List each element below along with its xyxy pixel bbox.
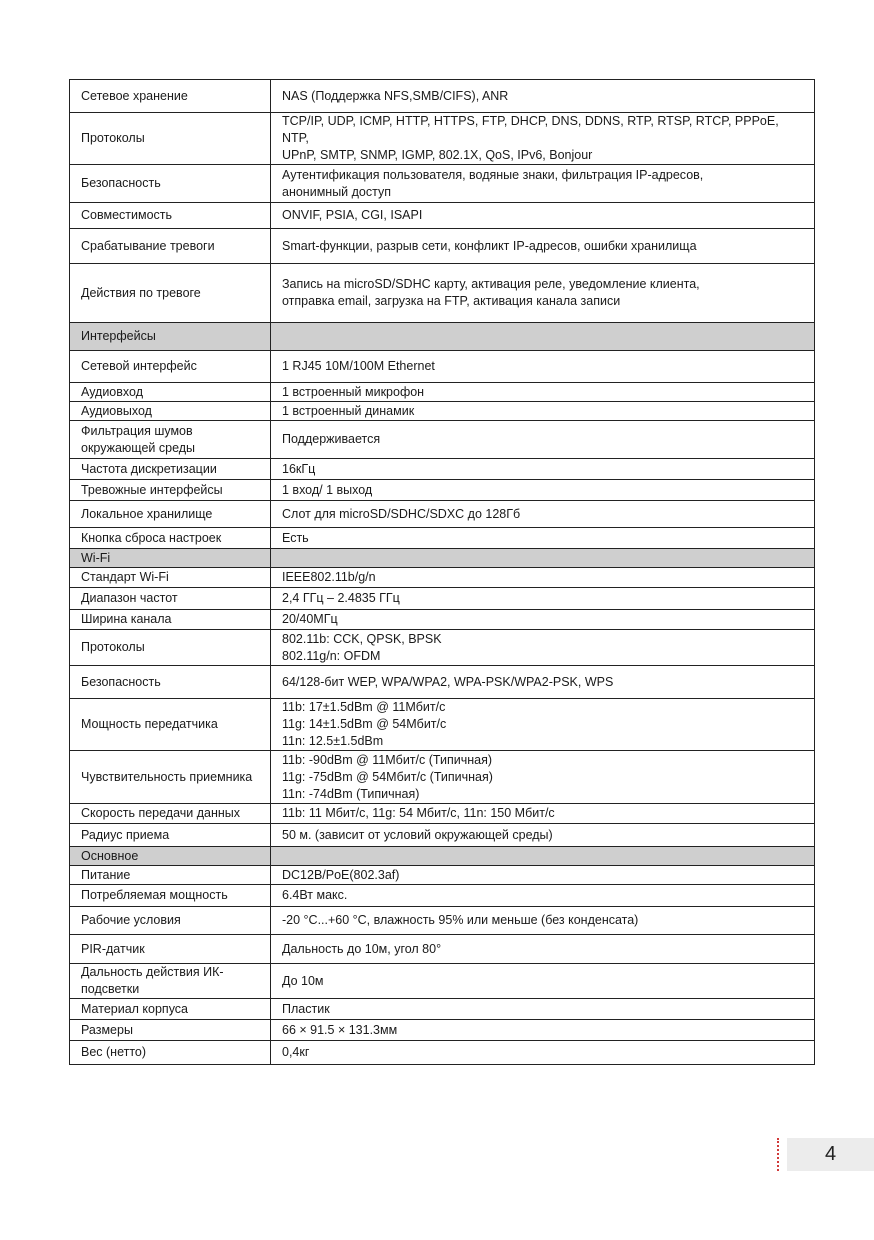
spec-value-line: 66 × 91.5 × 131.3мм xyxy=(282,1022,398,1037)
spec-value-line: анонимный доступ xyxy=(282,184,392,199)
spec-row xyxy=(70,751,815,804)
spec-key: Ширина канала xyxy=(70,610,271,630)
spec-key: Дальность действия ИК-подсветки xyxy=(70,964,271,999)
spec-value-line: 1 встроенный микрофон xyxy=(282,384,425,399)
spec-row xyxy=(70,421,815,459)
spec-value xyxy=(271,203,815,229)
spec-key: Потребляемая мощность xyxy=(70,885,271,907)
spec-value-line: Запись на microSD/SDHC карту, активация реле, уведомление клиента, xyxy=(282,277,700,291)
spec-value-line: отправка email, загрузка на FTP, активация канала записи xyxy=(282,294,621,308)
spec-value-line: Пластик xyxy=(282,1001,330,1016)
spec-key: Действия по тревоге xyxy=(70,264,271,323)
spec-key: Сетевой интерфейс xyxy=(70,351,271,383)
section-title: Основное xyxy=(70,847,271,866)
spec-row xyxy=(70,402,815,421)
section-title: Wi-Fi xyxy=(70,549,271,568)
spec-key: Аудиовыход xyxy=(70,402,271,421)
spec-row xyxy=(70,1041,815,1065)
spec-key: Сетевое хранение xyxy=(70,80,271,113)
spec-key: Протоколы xyxy=(70,630,271,666)
spec-row xyxy=(70,907,815,935)
spec-table xyxy=(69,79,815,1065)
spec-value-line: NAS (Поддержка NFS,SMB/CIFS), ANR xyxy=(282,88,509,103)
spec-value xyxy=(271,935,815,964)
section-header-row xyxy=(70,323,815,351)
spec-value-line: 50 м. (зависит от условий окружающей среды) xyxy=(282,827,553,842)
spec-key: Мощность передатчика xyxy=(70,699,271,751)
spec-row xyxy=(70,630,815,666)
spec-key: PIR-датчик xyxy=(70,935,271,964)
spec-row xyxy=(70,203,815,229)
spec-value-line: Слот для microSD/SDHC/SDXC до 128Гб xyxy=(282,506,521,521)
spec-key: Локальное хранилище xyxy=(70,501,271,528)
spec-value-line: 11g: 14±1.5dBm @ 54Мбит/с xyxy=(282,717,447,731)
spec-row xyxy=(70,699,815,751)
spec-value-line: 2,4 ГГц – 2.4835 ГГц xyxy=(282,591,400,605)
spec-value-line: Аутентификация пользователя, водяные знаки, фильтрация IP-адресов, xyxy=(282,167,704,182)
spec-value-line: Smart-функции, разрыв сети, конфликт IP-адресов, ошибки хранилища xyxy=(282,238,697,253)
spec-key: Вес (нетто) xyxy=(70,1041,271,1065)
spec-value xyxy=(271,264,815,323)
spec-value xyxy=(271,751,815,804)
spec-value-line: 11b: 11 Мбит/с, 11g: 54 Мбит/с, 11n: 150 Мбит/с xyxy=(282,806,555,820)
spec-row xyxy=(70,229,815,264)
spec-value-line: 802.11b: CCK, QPSK, BPSK xyxy=(282,631,442,646)
spec-row xyxy=(70,80,815,113)
spec-value xyxy=(271,229,815,264)
spec-value xyxy=(271,80,815,113)
spec-value-line: UPnP, SMTP, SNMP, IGMP, 802.1X, QoS, IPv6, Bonjour xyxy=(282,148,593,162)
spec-value-line: IEEE802.11b/g/n xyxy=(282,570,376,584)
spec-value-line: 802.11g/n: OFDM xyxy=(282,648,381,663)
section-empty-cell xyxy=(271,847,815,866)
spec-value-line: 11b: 17±1.5dBm @ 11Мбит/с xyxy=(282,700,446,714)
spec-value-line: 1 встроенный динамик xyxy=(282,403,415,418)
spec-key: Чувствительность приемника xyxy=(70,751,271,804)
spec-value xyxy=(271,402,815,421)
spec-row xyxy=(70,501,815,528)
spec-row xyxy=(70,866,815,885)
spec-value xyxy=(271,568,815,588)
spec-key: Стандарт Wi-Fi xyxy=(70,568,271,588)
spec-row xyxy=(70,588,815,610)
spec-key: Питание xyxy=(70,866,271,885)
spec-value-line: Есть xyxy=(282,530,309,545)
spec-value-line: 16кГц xyxy=(282,461,316,476)
spec-key: Радиус приема xyxy=(70,824,271,847)
spec-key: Рабочие условия xyxy=(70,907,271,935)
spec-key: Кнопка сброса настроек xyxy=(70,528,271,549)
spec-value xyxy=(271,421,815,459)
spec-row xyxy=(70,610,815,630)
spec-key: Протоколы xyxy=(70,113,271,165)
spec-value xyxy=(271,999,815,1020)
spec-row xyxy=(70,666,815,699)
spec-value xyxy=(271,351,815,383)
page-number: 4 xyxy=(787,1138,874,1171)
spec-value xyxy=(271,907,815,935)
spec-value-line: Поддерживается xyxy=(282,432,381,446)
spec-value-line: 1 вход/ 1 выход xyxy=(282,482,373,497)
spec-value xyxy=(271,885,815,907)
spec-key: Безопасность xyxy=(70,165,271,203)
spec-key: Совместимость xyxy=(70,203,271,229)
spec-value-line: Дальность до 10м, угол 80° xyxy=(282,941,442,956)
section-title: Интерфейсы xyxy=(70,323,271,351)
spec-value-line: До 10м xyxy=(282,973,324,988)
spec-value xyxy=(271,804,815,824)
spec-key: Скорость передачи данных xyxy=(70,804,271,824)
spec-value-line: 1 RJ45 10M/100M Ethernet xyxy=(282,359,435,373)
section-header-row xyxy=(70,549,815,568)
spec-key: Размеры xyxy=(70,1020,271,1041)
spec-key: Фильтрация шумов окружающей среды xyxy=(70,421,271,459)
spec-row xyxy=(70,935,815,964)
spec-row xyxy=(70,885,815,907)
spec-row xyxy=(70,480,815,501)
spec-value xyxy=(271,699,815,751)
spec-value xyxy=(271,588,815,610)
spec-row xyxy=(70,999,815,1020)
spec-key: Безопасность xyxy=(70,666,271,699)
spec-value xyxy=(271,964,815,999)
spec-value xyxy=(271,480,815,501)
spec-value-line: TCP/IP, UDP, ICMP, HTTP, HTTPS, FTP, DHCP, DNS, DDNS, RTP, RTSP, RTCP, PPPoE, NTP, xyxy=(282,114,779,145)
spec-value-line: DC12В/PoE(802.3af) xyxy=(282,867,400,882)
spec-value xyxy=(271,630,815,666)
page-divider xyxy=(777,1138,779,1171)
spec-value xyxy=(271,1020,815,1041)
spec-key: Срабатывание тревоги xyxy=(70,229,271,264)
spec-row xyxy=(70,264,815,323)
section-empty-cell xyxy=(271,323,815,351)
section-empty-cell xyxy=(271,549,815,568)
spec-row xyxy=(70,804,815,824)
spec-row xyxy=(70,351,815,383)
spec-row xyxy=(70,1020,815,1041)
spec-value xyxy=(271,866,815,885)
spec-value xyxy=(271,501,815,528)
spec-value xyxy=(271,459,815,480)
spec-key: Частота дискретизации xyxy=(70,459,271,480)
spec-value xyxy=(271,1041,815,1065)
spec-value xyxy=(271,165,815,203)
spec-value-line: 11g: -75dBm @ 54Мбит/с (Типичная) xyxy=(282,769,493,784)
spec-key: Аудиовход xyxy=(70,383,271,402)
spec-table-body xyxy=(70,80,815,1065)
spec-row xyxy=(70,459,815,480)
spec-value-line: 64/128-бит WEP, WPA/WPA2, WPA-PSK/WPA2-PSK, WPS xyxy=(282,674,614,689)
spec-row xyxy=(70,383,815,402)
spec-value-line: 11n: -74dBm (Типичная) xyxy=(282,786,420,801)
spec-row xyxy=(70,568,815,588)
spec-row xyxy=(70,528,815,549)
spec-value-line: 6.4Вт макс. xyxy=(282,888,348,902)
spec-row xyxy=(70,165,815,203)
spec-value xyxy=(271,528,815,549)
spec-value-line: 11n: 12.5±1.5dBm xyxy=(282,734,384,748)
spec-row xyxy=(70,824,815,847)
spec-value-line: ONVIF, PSIA, CGI, ISAPI xyxy=(282,208,423,222)
spec-row xyxy=(70,964,815,999)
spec-value xyxy=(271,383,815,402)
spec-value xyxy=(271,113,815,165)
spec-value xyxy=(271,666,815,699)
spec-row xyxy=(70,113,815,165)
spec-key: Диапазон частот xyxy=(70,588,271,610)
section-header-row xyxy=(70,847,815,866)
spec-value-line: 0,4кг xyxy=(282,1045,310,1059)
spec-key: Тревожные интерфейсы xyxy=(70,480,271,501)
spec-value-line: -20 °C...+60 °C, влажность 95% или меньше (без конденсата) xyxy=(282,913,639,927)
spec-value-line: 11b: -90dBm @ 11Мбит/с (Типичная) xyxy=(282,752,493,767)
spec-value xyxy=(271,610,815,630)
spec-value-line: 20/40МГц xyxy=(282,612,338,626)
spec-value xyxy=(271,824,815,847)
spec-key: Материал корпуса xyxy=(70,999,271,1020)
